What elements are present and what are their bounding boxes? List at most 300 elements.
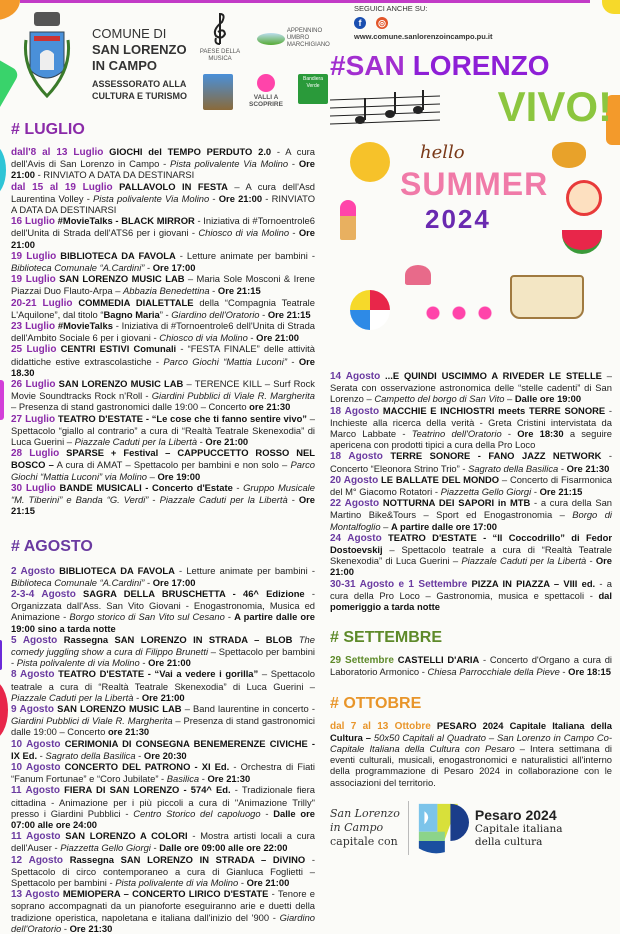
- right-column: [330, 50, 612, 858]
- event-date: 30 Luglio: [11, 483, 56, 494]
- event-title: TERRE SONORE - FANO JAZZ NETWORK: [383, 450, 601, 461]
- event-description: -: [136, 750, 144, 761]
- event-title: SAN LORENZO MUSIC LAB: [54, 703, 182, 714]
- event-title: CASTELLI D'ARIA: [394, 654, 479, 665]
- event-description: - RINVIATO A DATA DA DESTINARSI: [11, 193, 315, 215]
- event-item: [11, 703, 315, 738]
- website-link[interactable]: www.comune.sanlorenzoincampo.pu.it: [354, 32, 493, 41]
- event-item: [11, 343, 315, 378]
- settembre-heading: # SETTEMBRE: [330, 628, 612, 648]
- event-description: -: [199, 773, 207, 784]
- event-title: Ore 21:00: [148, 657, 191, 668]
- event-date: 28 Luglio: [11, 448, 59, 459]
- event-venue: Parco Giochi “Mattia Luconi”: [163, 356, 287, 367]
- event-item: [11, 588, 315, 634]
- event-title: Ore 17:00: [153, 262, 196, 273]
- event-title: LE BALLATE DEL MONDO: [378, 474, 499, 485]
- settembre-section: [330, 628, 612, 677]
- logo-appennino-text: APPENNINO UMBRO MARCHIGIANO: [287, 28, 335, 49]
- clown-icon: [566, 180, 602, 216]
- event-item: [11, 146, 315, 181]
- event-description: -: [61, 923, 69, 934]
- event-venue: Biblioteca Comunale “A.Cardini”: [11, 262, 144, 273]
- event-description: –: [147, 471, 157, 482]
- event-title: PIZZA IN PIAZZA – VIII ed.: [467, 578, 595, 589]
- event-venue: Abbazia Benedettina: [123, 285, 210, 296]
- decor-blob-cyan: [0, 145, 6, 195]
- event-title: Ore 21:15: [268, 309, 311, 320]
- settembre-events: [330, 654, 612, 677]
- event-title: Ore 18.30: [11, 356, 315, 378]
- event-venue: Piazzetta Gello Giorgi: [441, 486, 532, 497]
- agosto-section: [11, 537, 315, 934]
- event-venue: Centro Storico del capoluogo: [133, 808, 260, 819]
- event-venue: Chiosco di via Molino: [159, 332, 248, 343]
- event-item: [11, 250, 315, 273]
- event-item: [11, 482, 315, 517]
- assessorato: [92, 78, 187, 102]
- event-item: [11, 320, 315, 343]
- social-links: [354, 4, 427, 29]
- event-date: 27 Luglio: [11, 414, 55, 425]
- agosto-continued-section: [330, 370, 612, 612]
- event-description: -: [287, 356, 299, 367]
- event-title: Ore 21:00: [256, 332, 299, 343]
- event-item: [330, 405, 612, 451]
- event-description: -: [209, 193, 219, 204]
- footer-divider: [408, 801, 409, 855]
- event-title: SAN LORENZO MUSIC LAB: [56, 273, 185, 284]
- event-title: Ore 18:30: [517, 428, 563, 439]
- event-description: - a cura della Pro Loco – Gastronomia, musica e spettacoli -: [330, 578, 612, 601]
- event-venue: Piazzale Caduti per la Libertà: [160, 494, 288, 505]
- event-description: - Organizzata dall'Ass. San Vito Giovani - Enogastronomia, Musica ed Animazione -: [11, 588, 315, 622]
- assessorato-line-1: ASSESSORATO ALLA: [92, 78, 187, 90]
- event-venue: Chiosco di via Molino: [198, 227, 289, 238]
- event-title: MACCHIE E INCHIOSTRI meets TERRE SONORE: [379, 405, 605, 416]
- event-item: [11, 565, 315, 588]
- event-description: – Maria Sole Mosconi & Irene Piazzai Duo Flauto-Arpa –: [11, 273, 315, 296]
- event-title: GIOCHI del TEMPO PERDUTO 2.0: [103, 146, 271, 157]
- event-date: 5 Agosto: [11, 635, 57, 646]
- event-description: – A cura dell'Asd Laurentina Volley -: [11, 181, 315, 204]
- event-venue: Pista polivalente Via Molino: [170, 158, 288, 169]
- valli-emblem-icon: [257, 74, 275, 92]
- event-date: 11 Agosto: [11, 785, 60, 796]
- treble-clef-icon: [210, 10, 230, 46]
- event-venue: Piazzetta Gello Giorgi: [60, 842, 151, 853]
- footer-right-line-1: Capitale italiana: [475, 823, 563, 836]
- event-item: [11, 830, 315, 853]
- logo-musica-text: PAESE DELLA MUSICA: [198, 49, 242, 63]
- event-date: 16 Luglio: [11, 216, 55, 227]
- left-column: [11, 120, 315, 934]
- valli-a-scoprire-logo: [240, 74, 292, 108]
- event-description: - A cura dell'Avis di San Lorenzo in Campo -: [11, 146, 315, 169]
- event-item: [11, 888, 315, 934]
- event-title: Dalle ore 19:00: [515, 393, 581, 404]
- luglio-heading: # LUGLIO: [11, 120, 315, 140]
- event-description: -: [238, 877, 246, 888]
- event-description: – Serata con osservazione astronomica delle “stelle cadenti” di San Lorenzo –: [330, 370, 612, 404]
- title-row: [330, 50, 550, 82]
- hello-text: hello: [420, 142, 465, 164]
- luglio-events: [11, 146, 315, 517]
- event-title: Ore 21:15: [218, 285, 261, 296]
- event-title: A partire dalle ore 17:00: [391, 521, 497, 532]
- ice-cream-icon: [340, 200, 356, 240]
- event-title: Rassegna SAN LORENZO IN STRADA – DiVINO: [63, 854, 305, 865]
- event-date: 19 Luglio: [11, 251, 56, 262]
- storybook-icon: [510, 275, 584, 319]
- decor-blob-red: [0, 680, 8, 740]
- comune-line-1: COMUNE DI: [92, 26, 166, 41]
- event-date: 25 Luglio: [11, 344, 56, 355]
- event-title: #MovieTalks - BLACK MIRROR: [55, 215, 195, 226]
- appennino-logo: [254, 28, 338, 49]
- event-date: 23 Luglio: [11, 321, 55, 332]
- event-date: 10 Agosto: [11, 762, 60, 773]
- footer-right-text: [475, 807, 563, 849]
- event-title: Ore 21:00: [205, 436, 248, 447]
- event-description: -: [210, 285, 218, 296]
- event-title: Ore 21:00: [11, 227, 315, 249]
- event-title: Ore 19:00: [157, 471, 200, 482]
- event-date: 30-31 Agosto e 1 Settembre: [330, 579, 467, 590]
- event-date: 24 Agosto: [330, 533, 382, 544]
- event-venue: Pista polivalente di via Molino: [115, 877, 238, 888]
- event-venue: Piazzale Caduti per la Libertà: [461, 555, 586, 566]
- event-title: SAGRA DELLA BRUSCHETTA - 46^ Edizione: [76, 588, 305, 599]
- event-description: -: [289, 227, 299, 238]
- event-description: -: [288, 158, 299, 169]
- event-venue: Giardini Pubblici di Viale R. Margherita: [11, 715, 173, 726]
- event-description: – Spettacolo teatrale a cura di “Realtà Teatrale Skenexodia” di Luca Guerini –: [330, 544, 612, 566]
- beach-ball-icon: [350, 290, 390, 330]
- event-item: [330, 654, 612, 677]
- event-description: -: [586, 555, 596, 566]
- event-date: 19 Luglio: [11, 274, 56, 285]
- event-venue: Teatrino dell'Oratorio: [412, 428, 502, 439]
- event-title: Bagno Maria: [103, 309, 159, 320]
- event-title: SAN LORENZO A COLORI: [61, 830, 188, 841]
- event-title: Ore 21:00: [219, 193, 262, 204]
- event-description: -: [197, 436, 205, 447]
- event-venue: Parco Giochi “Mattia Luconi” via Molino: [11, 459, 315, 481]
- event-item: [11, 784, 315, 830]
- event-venue: Piazzale Caduti per la Libertà: [75, 436, 197, 447]
- event-item: [11, 297, 315, 320]
- event-description: – Band laurentine in concerto -: [182, 703, 315, 714]
- event-description: -: [144, 577, 152, 588]
- watermelon-icon: [562, 230, 602, 254]
- event-date: 29 Settembre: [330, 655, 394, 666]
- event-description: -: [288, 494, 299, 505]
- event-venue: Borgo di Montalfoglio: [330, 509, 612, 531]
- event-title: SPARSE + Festival – CAPPUCCETTO ROSSO NEL BOSCO –: [11, 447, 315, 470]
- event-item: [11, 634, 315, 669]
- event-description: -: [560, 666, 568, 677]
- event-date: dal 15 al 19 Luglio: [11, 182, 113, 193]
- sun-sunglasses-icon: [350, 142, 390, 182]
- event-description: -: [140, 657, 148, 668]
- event-title: ore 21:30: [249, 401, 290, 412]
- event-date: 9 Agosto: [11, 704, 54, 715]
- event-title: NOTTURNA DEI SAPORI in MTB: [379, 497, 530, 508]
- event-date: 12 Agosto: [11, 855, 63, 866]
- event-item: [330, 532, 612, 578]
- event-description: - Orchestra di Fiati “Fanum Fortunae” e “Coro Jubilate” -: [11, 761, 315, 784]
- event-date: 13 Agosto: [11, 889, 60, 900]
- event-title: COMMEDIA DIALETTALE: [73, 297, 194, 308]
- event-date: 26 Luglio: [11, 379, 55, 390]
- event-item: [11, 854, 315, 889]
- event-title: Ore 21:00: [247, 877, 290, 888]
- shells-icon: [405, 265, 431, 285]
- museum-logo: [203, 74, 233, 110]
- event-description: - Inchieste alla ricerca della verità - Greta Cristini intervistata da Marco Labbate -: [330, 405, 612, 439]
- title-lorenzo: LORENZO: [413, 50, 550, 81]
- paese-della-musica-logo: [198, 10, 242, 63]
- event-title: #MovieTalks: [55, 320, 113, 331]
- event-description: – Intera settimana di eventi culturali, musicali, enogastronomici e naturalistici all'interno della programmazione di Pesaro 2024 in collaborazione con le associazioni del territorio.: [330, 743, 612, 788]
- event-description: –: [381, 521, 391, 532]
- event-title: BIBLIOTECA DA FAVOLA: [55, 565, 175, 576]
- event-title: Ore 21:00: [330, 555, 612, 577]
- event-date: 18 Agosto: [330, 406, 379, 417]
- assessorato-line-2: CULTURA E TURISMO: [92, 90, 187, 102]
- event-description: ” -: [160, 309, 171, 320]
- event-description: – Spettacolo teatrale a cura di “Realtà Teatrale Skenexodia” di Luca Guerini –: [11, 668, 315, 691]
- decor-blob-purple: [0, 640, 2, 670]
- event-description: - Letture animate per bambini -: [175, 565, 315, 576]
- theatre-masks-icon: [552, 142, 586, 168]
- event-title: CENTRI ESTIVI Comunali: [56, 343, 176, 354]
- event-title: CONCERTO DEL PATRONO - XI Ed.: [60, 761, 229, 772]
- event-description: A cura di AMAT – Spettacolo per bambini e non solo –: [54, 459, 291, 470]
- event-date: 20-21 Luglio: [11, 298, 73, 309]
- event-title: Ore 21:15: [540, 486, 583, 497]
- title-artwork: [330, 50, 612, 362]
- event-item: [11, 738, 315, 761]
- event-title: Ore 20:30: [144, 750, 187, 761]
- event-date: 2-3-4 Agosto: [11, 589, 76, 600]
- event-venue: Pista polivalente di via Molino: [17, 657, 140, 668]
- event-title: TEATRO D'ESTATE - “Vai a vedere i gorilla”: [54, 668, 258, 679]
- event-item: [330, 450, 612, 473]
- event-description: - Iniziativa di #Tornoentrole6 dell'Unita di Strada dell'ATS6 per i giovani -: [11, 215, 315, 238]
- comune-line-3: IN CAMPO: [92, 58, 187, 74]
- event-item: [11, 215, 315, 250]
- event-title: PALLAVOLO IN FESTA: [113, 181, 228, 192]
- event-description: -: [531, 486, 539, 497]
- event-item: [11, 447, 315, 482]
- event-date: 14 Agosto: [330, 371, 380, 382]
- event-venue: Giardino dell'Oratorio: [11, 912, 315, 934]
- event-venue: 50x50 Capitali al Quadrato – San Lorenzo in Campo Co-Capitale Italiana della Cultura con Pesaro: [330, 732, 612, 754]
- event-title: Dalle ore 09:00 alle ore 22:00: [159, 842, 287, 853]
- ottobre-events: [330, 720, 612, 788]
- event-description: -: [248, 332, 256, 343]
- summer-text: SUMMER: [400, 166, 548, 202]
- event-description: – Presenza di stand gastronomici dalle 19:00 – Concerto: [11, 401, 249, 412]
- event-date: 20 Agosto: [330, 475, 378, 486]
- pesaro-2024-logo: [417, 802, 469, 854]
- event-item: [11, 378, 315, 413]
- event-venue: Campetto del borgo di San Vito: [374, 393, 504, 404]
- event-date: 10 Agosto: [11, 739, 61, 750]
- event-description: - RINVIATO A DATA DA DESTINARSI: [35, 169, 194, 180]
- event-description: – Spettacolo per bambini -: [11, 646, 315, 668]
- comune-name: [92, 26, 187, 74]
- logo-bandiera-text: Bandiera Verde: [298, 74, 328, 90]
- luglio-section: [11, 120, 315, 517]
- event-description: – Presenza di stand gastronomici dalle 19:00 – Concerto: [11, 715, 315, 737]
- event-description: - Tenore e soprano accompagnati da un pianoforte eseguiranno arie e duetti della tradizione operistica, napoletana e italiana dall'inizio del '900 -: [11, 888, 315, 922]
- year-text: 2024: [425, 204, 491, 234]
- event-item: [330, 370, 612, 405]
- event-description: a seguire apericena con prodotti tipici a cura della Pro Loco: [330, 428, 612, 450]
- event-item: [330, 474, 612, 497]
- event-venue: Giardini Pubblici di Viale R. Margherita: [152, 390, 315, 401]
- event-title: Dalle ore 07:00 alle ore 24:00: [11, 808, 315, 830]
- event-title: ore 21:30: [108, 726, 149, 737]
- event-description: -: [261, 808, 274, 819]
- event-description: -: [260, 309, 268, 320]
- event-description: -: [233, 482, 243, 493]
- event-title: Ore 21:30: [207, 773, 250, 784]
- event-item: [330, 497, 612, 532]
- event-title: A partire dalle ore 19:00 sino a tarda notte: [11, 611, 315, 633]
- event-title: ...E QUINDI USCIMMO A RIVEDER LE STELLE: [380, 370, 602, 381]
- event-description: - Concerto d'Organo a cura di Laboratorio Armonico -: [330, 654, 612, 677]
- event-venue: Biblioteca Comunale “A.Cardini”: [11, 577, 144, 588]
- music-notes-icon: [330, 90, 440, 136]
- event-date: 2 Agosto: [11, 566, 55, 577]
- footer-left-text: [330, 807, 400, 849]
- event-title: dal pomeriggio a tarda notte: [330, 590, 612, 612]
- event-item: [330, 720, 612, 788]
- decor-blob-magenta: [0, 380, 4, 420]
- event-description: –: [504, 393, 514, 404]
- event-description: – Spettacolo “giallo al contrario” a cura di “Realtà Teatrale Skenexodia” di Luca Guerini –: [11, 413, 315, 447]
- event-description: -: [151, 842, 159, 853]
- event-description: - Concerto “Eleonora Strino Trio” -: [330, 450, 612, 473]
- event-venue: Sagrato della Basilica: [468, 463, 558, 474]
- municipal-crest-logo: [22, 10, 72, 102]
- event-title: FIERA DI SAN LORENZO - 574^ Ed.: [60, 784, 231, 795]
- event-title: BIBLIOTECA DA FAVOLA: [56, 250, 175, 261]
- event-venue: Giardino dell'Oratorio: [171, 309, 259, 320]
- pesaro-2024-footer: [330, 798, 612, 858]
- logo-valli-text: VALLI A SCOPRIRE: [240, 94, 292, 108]
- event-title: PESARO 2024 Capitale Italiana della Cultura –: [330, 720, 612, 743]
- event-title: Ore 21:30: [567, 463, 610, 474]
- event-item: [11, 761, 315, 784]
- event-description: - a cura della San Martino Bike&Tours – Sport ed Enogastronomia –: [330, 497, 612, 520]
- footer-line-2: in Campo: [330, 821, 400, 835]
- event-description: della “Compagnia Teatrale L'Aquilone”, dal titolo “: [11, 297, 315, 320]
- event-description: - Spettacolo di circo contemporaneo a cura di Gianluca Foglietti – Spettacolo per bambini -: [11, 854, 315, 888]
- footer-right-line-2: della cultura: [475, 836, 563, 849]
- event-venue: Chiesa Parrocchiale della Pieve: [427, 666, 559, 677]
- event-venue: Borgo storico di San Vito sul Cesano: [69, 611, 224, 622]
- event-item: [11, 668, 315, 703]
- facebook-icon[interactable]: f: [354, 17, 366, 29]
- event-venue: Basilica: [167, 773, 199, 784]
- event-description: – TERENCE KILL – Surf Rock Movie Soundtracks Rock n'Roll -: [11, 378, 315, 401]
- event-description: – Concerto di Fisarmonica del M° Giacomo Rotatori -: [330, 474, 612, 497]
- event-description: - Mostra artisti locali a cura dell'Auser -: [11, 830, 315, 853]
- event-title: CERIMONIA DI CONSEGNA BENEMERENZE CIVICHE - IX Ed.: [11, 738, 315, 761]
- event-title: TEATRO D'ESTATE - “Le cose che ti fanno sentire vivo”: [55, 413, 307, 424]
- event-venue: Pista polivalente Via Molino: [93, 193, 209, 204]
- event-item: [11, 273, 315, 296]
- footer-pesaro-title: Pesaro 2024: [475, 807, 563, 823]
- title-vivo: VIVO!: [498, 84, 612, 130]
- event-description: -: [502, 428, 518, 439]
- landscape-icon: [257, 33, 285, 45]
- agosto-events: [11, 565, 315, 934]
- event-title: Rassegna SAN LORENZO IN STRADA – BLOB: [57, 634, 292, 645]
- event-description: -: [148, 494, 159, 505]
- instagram-icon[interactable]: ◎: [376, 17, 388, 29]
- event-date: dal 7 al 13 Ottobre: [330, 721, 431, 732]
- event-date: 8 Agosto: [11, 669, 54, 680]
- footer-line-1: San Lorenzo: [330, 807, 400, 821]
- event-title: Ore 21:30: [70, 923, 113, 934]
- event-date: 18 Agosto: [330, 451, 383, 462]
- title-san: #SAN: [330, 50, 405, 81]
- event-title: TEATRO D'ESTATE - “Il Coccodrillo” di Fedor Dostoevskij: [330, 532, 612, 555]
- event-title: SAN LORENZO MUSIC LAB: [55, 378, 183, 389]
- agosto-heading: # AGOSTO: [11, 537, 315, 557]
- event-item: [11, 413, 315, 448]
- ottobre-heading: # OTTOBRE: [330, 694, 612, 714]
- event-description: -: [558, 463, 566, 474]
- event-title: Ore 21:15: [11, 494, 315, 516]
- ottobre-section: [330, 694, 612, 788]
- event-venue: Piazzale Caduti per la Libertà: [11, 692, 133, 703]
- event-title: Ore 18:15: [568, 666, 611, 677]
- event-date: 22 Agosto: [330, 498, 379, 509]
- event-description: - Tradizionale fiera cittadina - Animazione per i più piccoli a cura di "Animazione Trilly" presso i Giardini Pubblici -: [11, 784, 315, 818]
- event-description: - Letture animate per bambini -: [176, 250, 315, 261]
- event-date: dall'8 al 13 Luglio: [11, 147, 103, 158]
- event-description: -: [133, 692, 141, 703]
- event-item: [11, 181, 315, 216]
- agosto-continued-events: [330, 370, 612, 612]
- event-venue: Sagrato della Basilica: [45, 750, 135, 761]
- flowers-icon: [420, 305, 500, 321]
- event-title: Ore 21:00: [11, 158, 315, 180]
- footer-line-3: capitale con: [330, 835, 398, 848]
- comune-line-2: SAN LORENZO: [92, 42, 187, 58]
- event-venue: Gruppo Musicale “M. Tiberini” e Banda “G. Verdi”: [11, 482, 315, 505]
- event-title: MEMIOPERA – CONCERTO LIRICO D'ESTATE: [60, 888, 269, 899]
- event-description: -: [37, 750, 45, 761]
- event-title: Ore 17:00: [153, 577, 196, 588]
- event-description: -: [225, 611, 234, 622]
- event-venue: The comedy juggling show a cura di Filippo Brunetti: [11, 634, 315, 657]
- event-title: BANDE MUSICALI - Concerto d'Estate: [56, 482, 233, 493]
- social-label: SEGUICI ANCHE SU:: [354, 4, 427, 13]
- event-description: - Iniziativa di #Tornoentrole6 dell'Unita di Strada dell'Ambito Sociale 6 per i giovani -: [11, 320, 315, 343]
- bandiera-verde-logo: [298, 74, 328, 104]
- event-description: - “FESTA FINALE” delle attività didattiche estive extrascolastiche -: [11, 343, 315, 366]
- event-title: Ore 21:00: [142, 692, 185, 703]
- event-description: -: [144, 262, 152, 273]
